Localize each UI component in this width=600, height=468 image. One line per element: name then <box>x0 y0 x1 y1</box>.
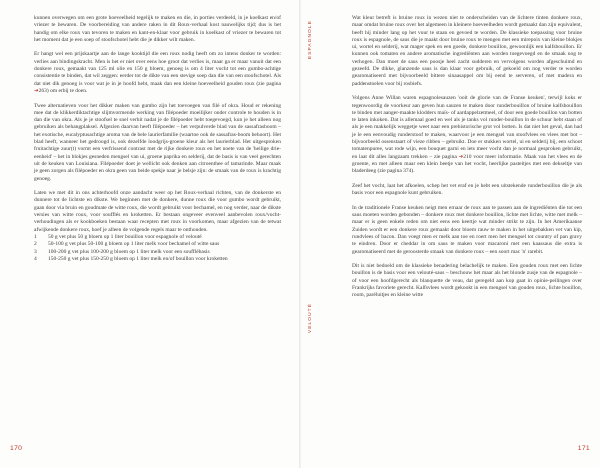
left-paragraph-2-end: ) om erbij te doen. <box>46 87 88 94</box>
left-paragraph-3: Twee alternatieven voor het dikker maken van gumbo zijn het toevoegen van filé of okra. Houd er rekening mee dat de klikkerdiktachtige slijmvormende werking van filépoeder moeilijker onder controle te houden is in dan die van okra. Als je je stoofsel te snel verhit nadat je de filépoeder hebt toegevoegd, kun je het alleen nog gebruiken als behangplaksel. Afgezien daarvan heeft filépoeder – het verpulverde blad van de sassafrasboom – het exotische, eucalyptusachtige aroma van de bele laurierfamilie (waartoe ook de sassafras-boom behoort). Het blad heeft, wanneer het gedroogd is, ook dezelfde loodgrijs-groene kleur als het laurierblad. Het uitgesproken fruitachtige zuur(t) vormt een verfrissend contrast met de rijke donkere roux en het noete van de 'heilige drie-eenheid' – het in blokjes gesneden mengsel van ui, groene paprika en selderij, dat de basis is van veel gerechten uit de keuken van Louisiana. Filépoeder doet je wellicht ook denken aan citroenthee of tamarinde. Maar maak je geen zorgen als filépoeder en okra geen van beide spekje naar je belsje zijn: de smaak van de roux is krachtig genoeg. <box>34 102 281 182</box>
list-item-number: 4 <box>34 255 37 262</box>
right-page <box>300 0 600 468</box>
left-paragraph-2-text: Er hangt wel een prijskaartje aan de lange kooktijd die een roux nodig heeft om zo intens donker te worden: verlies aan bindingskracht. Men is het er niet over eens hoe groot dat verlies is, maar ga er maar vanuit dat een donkere roux, gemaakt van 125 ml olie en 150 g bloem, genoeg is om 4 liter vocht tot een gumbo-achtige consistentie te binden, dat wil zeggen: eerder tot de dikte van een stevige soep dan die van een stoofschotel. Als dat niet dik genoeg is voor wat je in je hoofd hebt, maak dan een kleine hoeveelheid gouden roux (zie pagina <box>34 51 281 87</box>
list-item-text: 100-200 g vet plus 100-200 g bloem op 1 liter melk voor een soufflébasis <box>48 248 210 255</box>
ratio-list <box>34 234 281 263</box>
left-text-column <box>34 15 281 263</box>
list-item-number: 2 <box>34 241 37 248</box>
right-page-number: 171 <box>577 445 590 452</box>
right-paragraph-4: In de traditionele Franse keuken neigt men ernaar de roux aan te passen aan de ingrediënten die tot een saus moeten worden gebonden – donkere roux met donkere bouillon, lichte met lichte, witte met melk – maar er is geen enkele reden om niet eens een keertje wat minder strikt te zijn. In het Amerikaanse Zuiden wordt er een donkere roux gemaakt door bloem rauw te maken in het uitgebakken vet van kip, rundvlees of bacon. Dan voegt men er melk aan toe en roert men het mengsel tot country of pan gravy te eindren. Door er cheddar in om saus te maken voor macaroni met een kaassaus die extra is gearomatiseerd met de geroosterde smaak van donkere roux – een soort mac 'n' rarebit. <box>352 204 582 255</box>
list-item-text: 150-250 g vet plus 150-250 g bloem op 1 liter melk en/of bouillon voor kroketten <box>48 255 228 262</box>
page-reference-arrow-icon: ➔ <box>34 87 39 94</box>
list-item-number: 3 <box>34 248 37 255</box>
page-reference-arrow-icon: ➔ <box>458 153 464 160</box>
right-paragraph-5: Dit is niet bedoeld om de klassieke benadering belachelijk te maken. Een gouden roux met een lichte bouillon is de basis voor een velouté-saus – beschouw het maar als het blonde zusje van de espagnole – of voor een hoofdgerecht als blanquette de veau, dat geregeld aan kop gaat in opinie-peilingen over Frankrijks favoriete gerecht. Kalfsvlees wordt gekookt in een mengsel van gouden roux, lichte bouillon, room, paréluitjes en kleine witte <box>352 263 582 299</box>
right-paragraph-2 <box>352 95 582 175</box>
right-paragraph-2-text: Volgens Anne Willan waren espagnolesauzen 'ooit de glorie van de Franse keuken', terwijl koks er tegenwoordig de voorkeur aan geven hun sauzen te maken door runderbouillon of bruine kalfsbouillon te binden met aanger-maakte klodders maïs- of aardappelzetmeel, of door een goede bouillon van botten te laten inkoken. Dat is allemaal goed en wel als je tanks vol runder-bouillon in de schuur hebt staan of als je een makkelijk weggetje weet naar een prehistorische grot vol botten. Is dat niet het geval, dan had je le een eenvoudig runderstoof te maken, waarvoor je een mengsel van stoofvlees en vlees met bot – bijvoorbeeld ossenstaart of vieze ribben – gebruikt. Doe er stukken wortel, ui en selderij bij, een schoot tomatenpuree, wat rode wijn, een bouquet garni en iets meer vocht dan je normaal gesproken gebruikt, en laat dit alles langzaam trekken – zie pagina <box>352 95 582 160</box>
left-page-number: 170 <box>10 445 23 452</box>
list-item-text: 50-100 g vet plus 50-100 g bloem op 1 liter melk voor bechamel of witte saus <box>48 241 220 248</box>
right-paragraph-2-end: voor meer informatie. Maak van het vlees en de groente, en met alleen maar een klein beetje van het vocht, heerlijke pasteitjes met een dekseltje van bladerdeeg (zie pagina 374). <box>352 153 582 175</box>
section-label-espagnole: ESPAGNOLE <box>308 20 313 60</box>
right-page-reference[interactable]: 210 <box>463 153 472 160</box>
list-item-number: 1 <box>34 233 37 240</box>
list-item <box>34 256 281 263</box>
list-item-text: 50 g vet plus 50 g bloem op 1 liter bouillon voor espagnole of velouté <box>48 233 202 240</box>
left-paragraph-4: Laten we met dit in ons achterhoofd onze aandacht weer op het Roux-verhaal richten, van de donkerste en dunnere tot de lichtste en dikste. We beginnen met de donkere, dunne roux die voor gumbo wordt gebruikt, gaan door via bruin en goudmate de witte roux, die wordt gebruikt voor bechamel, en nog verder, naar de dikste versies van witte roux, voor soufflés en kroketten. Er bestaan ongeveer evenveel aanbevolen roux/vocht-verhoudingen als er kookboeken bestaan waar recepten met roux in voorkomen, maar afgezien van de tetwat afwijkende donkere roux, hoef je alleen de volgende regels maar te onthouden. <box>34 190 281 233</box>
list-item <box>34 249 281 256</box>
right-paragraph-3: Zeef het vocht, laat het afkoelen, schep het vet eraf en je hebt een uitstekende runderbouillon die je als basis voor een espagnole kunt gebruiken. <box>352 182 582 197</box>
list-item <box>34 241 281 248</box>
section-label-veloute: VELOUTÉ <box>308 303 313 334</box>
left-page-reference[interactable]: 263 <box>38 87 47 94</box>
right-paragraph-1: Wat kleur betreft is bruine roux in wezen niet te onderscheiden van de lichtere tinten donkere roux, maar omdat bruine roux over het algemeen in kleinere hoeveelheden wordt gemaakt dan zijn equivalent, heeft hij minder lang op het vuur te staan en gevoed te worden. De klassieke toepassing voor bruine roux is espagnole, de saus die je maakt door bruine roux te mengen met een mirepoix van kleine blokjes ui, wortel en selderij, wat mager spek en een goede, donkere bouillon, gewoonlijk een kalfsbouillon. Er kunnen ook tomaten en andere aromatische ingrediënten aan worden toegevoegd en de smaak nog te verhogen. Dan moet de saus een poosje heel zacht sudderen en vervolgens worden afgeschuimd en gezeefd. De dikke, glanzende saus is dan klaar voor gebruik, of gekoeld om nog verder te worden gearomatiseerd met bijvoorbeeld bittere sinaasappel om bij eend te serveren, of met madera en paddenstoelen voor bij rosbiefs. <box>352 15 582 87</box>
left-paragraph-2 <box>34 51 281 95</box>
right-text-column <box>352 15 582 300</box>
left-paragraph-1: kunnen overwegen om een grote hoeveelheid tegelijk te maken en die, in porties verdeeld, in je koelkast en/of vriezer te bewaren. De voorbereiding van andere raken in dit Roux-verhaal kost nauwelijks tijd; dus is het handig om elke roux van tevoren te maken en kant-en-klaar voor gebruik in koelkast of vriezer te bewaren tot het moment dat je een soep of stoofschotel hebt die je dikker wilt maken. <box>34 15 281 43</box>
